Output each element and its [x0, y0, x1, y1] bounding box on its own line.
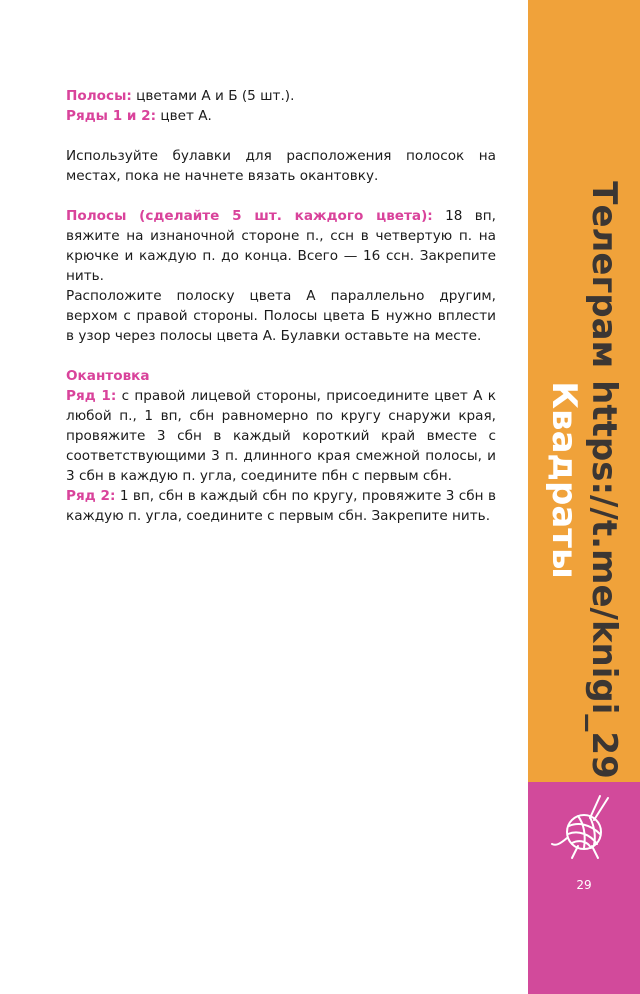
sidebar-vertical-title [544, 181, 624, 778]
pins-paragraph: Используйте булавки для расположения полосок на местах, пока не начнете вязать окантовку. [66, 148, 496, 184]
row1-text: с правой лицевой стороны, присоедините цвет А к любой п., 1 вп, сбн равномерно по кругу снаружи края, провяжите 3 сбн в каждый короткий край вместе с соответствующими 3 п. длинного края смежной полосы, и 3 сбн в каждую п. угла, соедините пбн с первым сбн. [66, 388, 496, 484]
stripes2-text: 18 вп, вяжите на изнаночной стороне п., ссн в четвертую п. на крючке и каждую п. до конца. Всего — 16 ссн. Закрепите нить. [66, 208, 496, 284]
row2-paragraph [66, 486, 496, 526]
page-content [66, 86, 496, 526]
row2-text: 1 вп, сбн в каждый сбн по кругу, провяжите 3 сбн в каждую п. угла, соедините с первым сбн. Закрепите нить. [66, 488, 496, 524]
rows-label: Ряды 1 и 2: [66, 108, 157, 124]
yarn-ball-icon [550, 794, 620, 860]
stripes2-label: Полосы (сделайте 5 шт. каждого цвета): [66, 208, 433, 224]
sidebar-pink-panel [528, 782, 640, 994]
stripes-text: цветами А и Б (5 шт.). [131, 88, 295, 104]
stripes-label: Полосы: [66, 88, 132, 104]
section-title: Квадраты [544, 381, 584, 579]
rows-line [66, 106, 496, 126]
stripes-line [66, 86, 496, 106]
sidebar-orange-panel [528, 0, 640, 782]
telegram-line: Телеграм https://t.me/knigi_29 [584, 181, 624, 779]
row1-paragraph [66, 386, 496, 486]
row1-label: Ряд 1: [66, 388, 117, 404]
stripes-instructions [66, 206, 496, 286]
rows-text: цвет А. [156, 108, 212, 124]
edging-heading: Окантовка [66, 368, 150, 384]
arrange-paragraph: Расположите полоску цвета А параллельно другим, верхом с правой стороны. Полосы цвета Б нужно вплести в узор через полосы цвета А. Булавки оставьте на месте. [66, 288, 496, 344]
page-number: 29 [576, 878, 592, 892]
sidebar [528, 0, 640, 994]
row2-label: Ряд 2: [66, 488, 116, 504]
